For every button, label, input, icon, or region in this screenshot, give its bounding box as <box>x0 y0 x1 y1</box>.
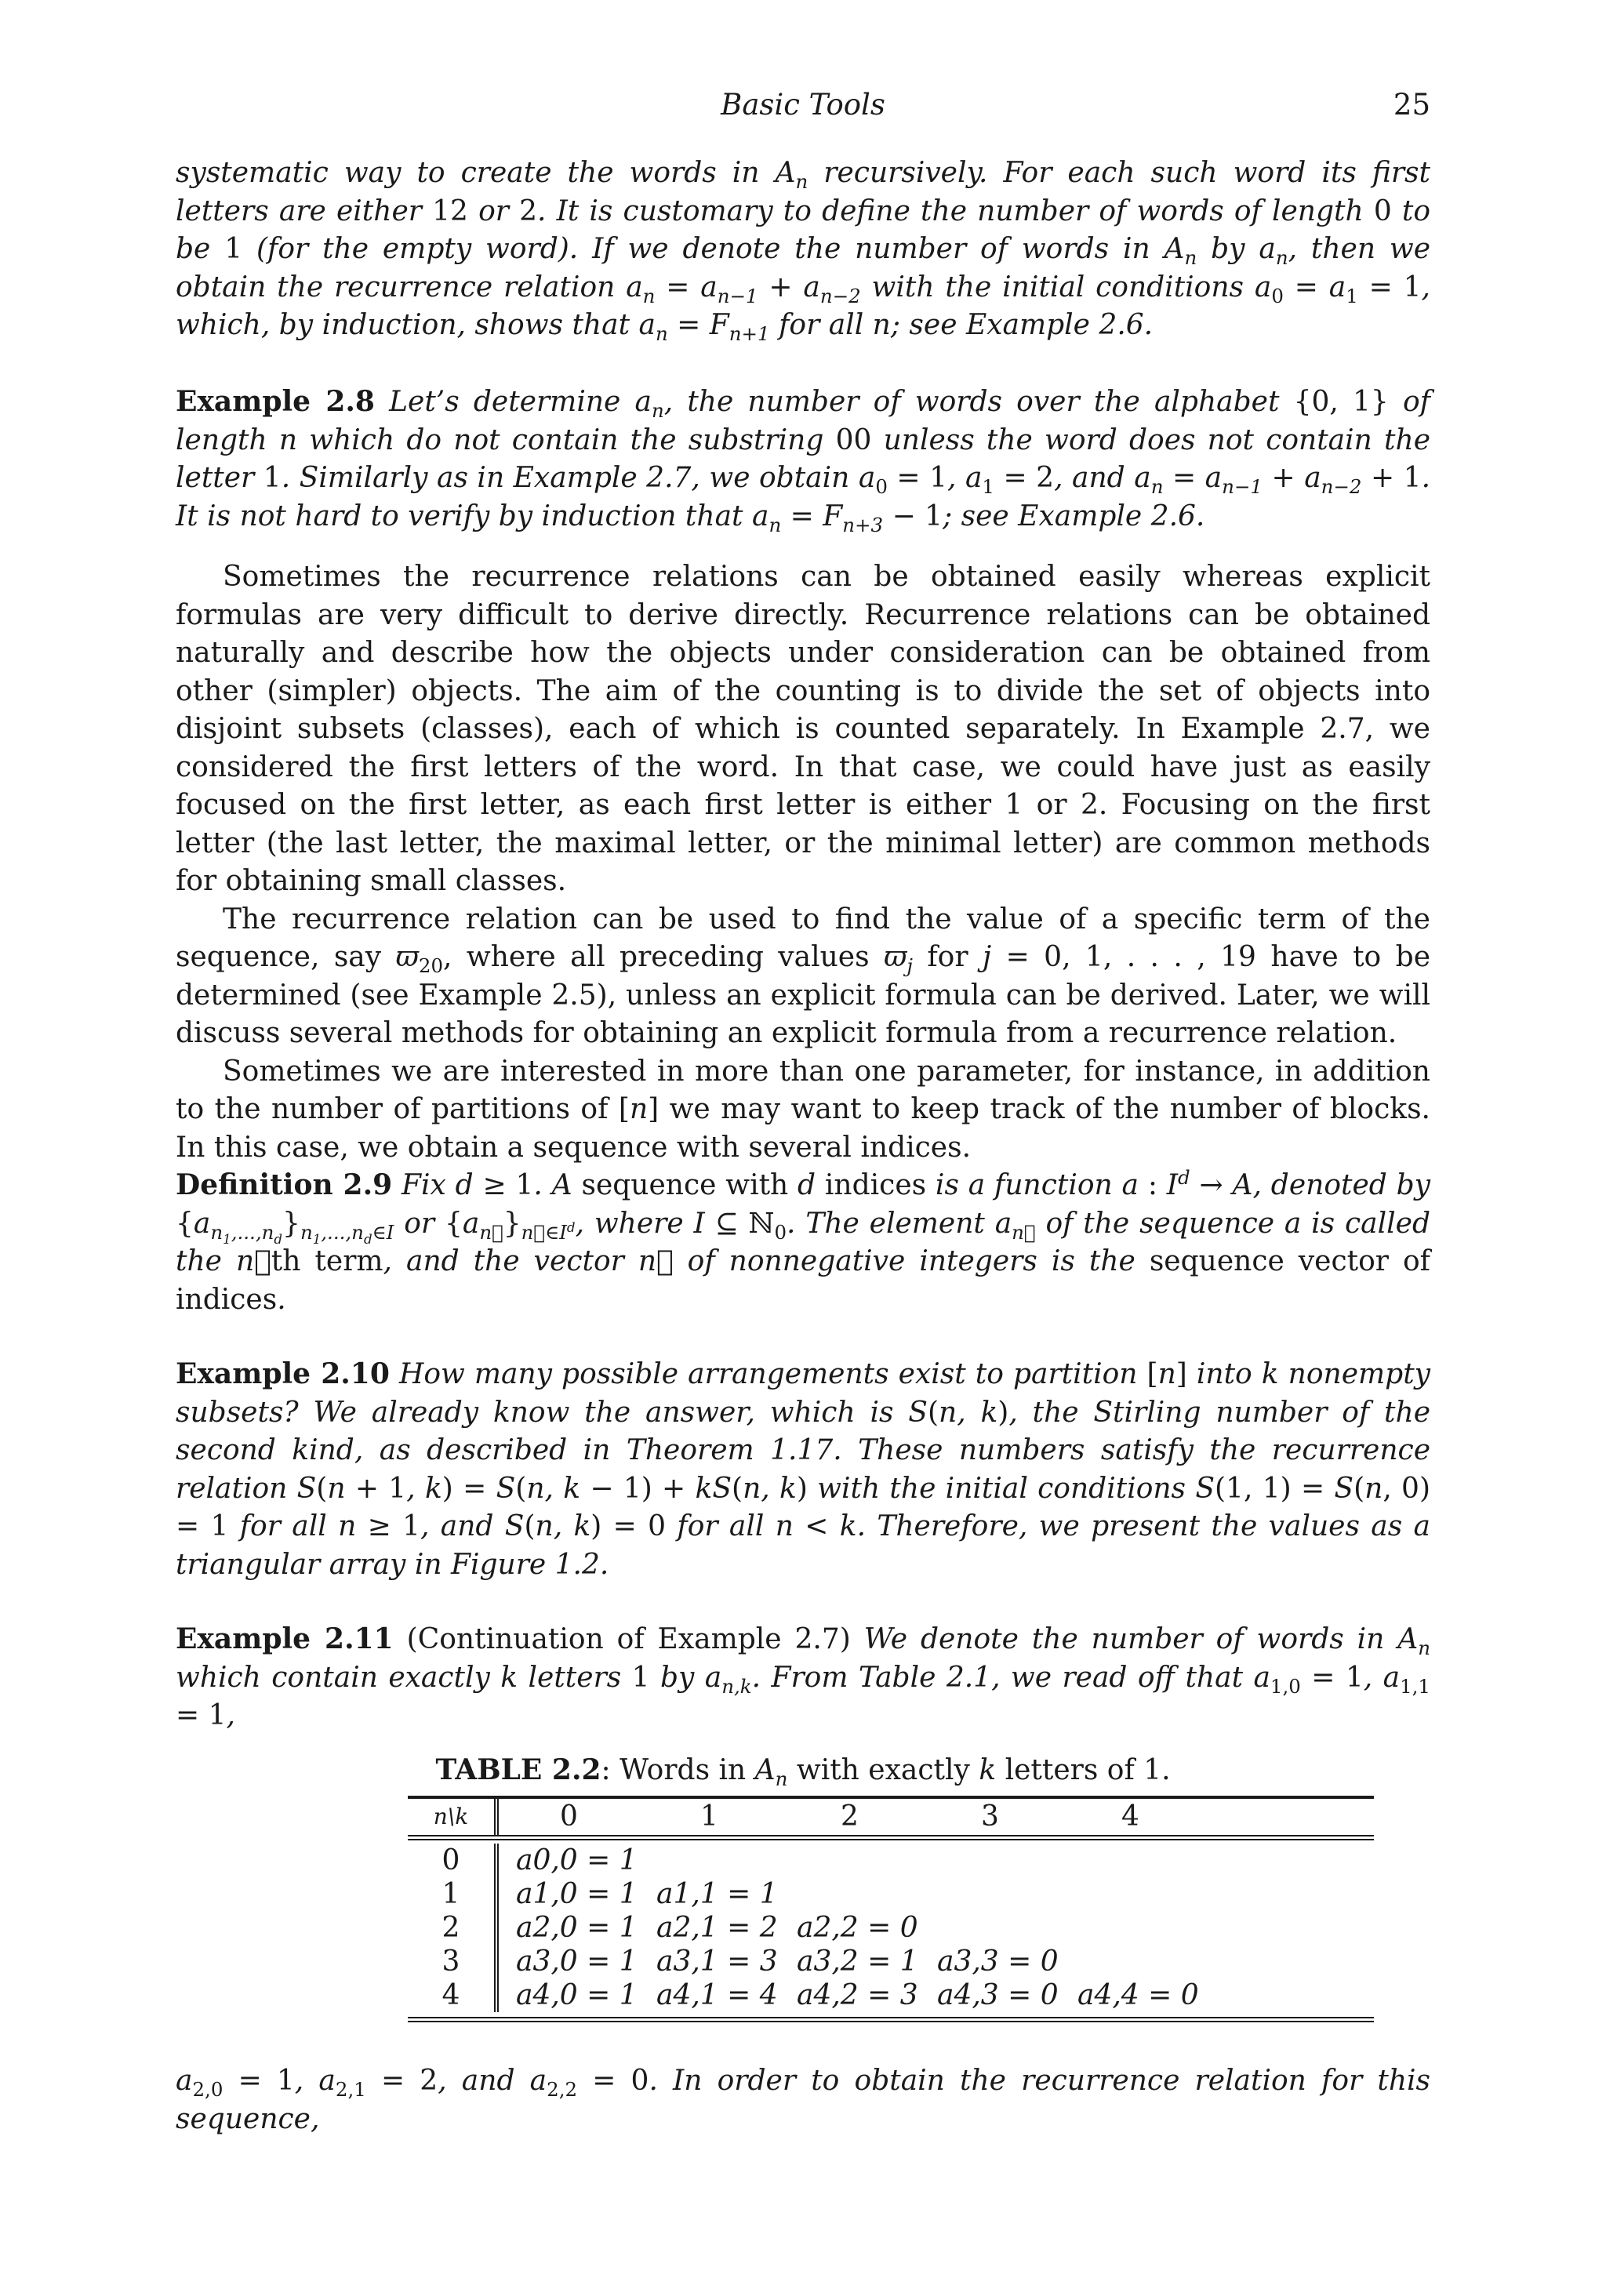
table-cell: a4,2 = 3 <box>797 1979 918 2011</box>
definition-2-9: Definition 2.9 Fix d ≥ 1. A sequence with d indices is a function a : $I^d \to A$, denoted by $\{a_{n_1,...,n_d}\}_{n_1,...,n_d\in I}$ or $\{a_{n⃗}\}_{n⃗\in I^d}$, where I ⊆ ℕ$_0$. The element $a_{n⃗}$ of the sequence a is called the n⃗th term, and the vector n⃗ of nonnegative integers is the sequence vector of indices. <box>176 1166 1431 1316</box>
table-caption: TABLE 2.2: Words in $A_n$ with exactly k letters of 1. <box>435 1753 1171 1791</box>
table-cell: a2,2 = 0 <box>797 1912 918 1944</box>
table-row <box>408 1877 1374 1911</box>
running-header <box>176 88 1430 127</box>
table-cell: a2,0 = 1 <box>516 1912 638 1944</box>
row-index: 1 <box>408 1877 499 1911</box>
column-header: 2 <box>841 1800 859 1833</box>
row-index: 2 <box>408 1911 499 1945</box>
table-cell: a4,3 = 0 <box>937 1979 1059 2011</box>
example-2-10: Example 2.10 How many possible arrangements exist to partition [n] into k nonempty subsets? We already know the answer, which is S(n, k), the Stirling number of the second kind, as described in Theorem 1.17. These numbers satisfy the recurrence relation S(n + 1, k) = S(n, k − 1) + kS(n, k) with the initial conditions S(1, 1) = S(n, 0) = 1 for all n ≥ 1, and S(n, k) = 0 for all n < k. Therefore, we present the values as a triangular array in Figure 1.2. <box>176 1357 1431 1581</box>
table-cell: a1,0 = 1 <box>516 1878 638 1910</box>
column-header: 0 <box>560 1800 578 1833</box>
column-header: 1 <box>700 1800 718 1833</box>
paragraph-continuation: systematic way to create the words in $A_n$ recursively. For each such word its first letters are either 12 or 2. It is customary to define the number of words of length 0 to be 1 (for the empty word). If we denote the number of words in $A_n$ by $a_n$, then we obtain the recurrence relation $a_n = a_{n-1} + a_{n-2}$ with the initial conditions $a_0 = a_1 = 1$, which, by induction, shows that $a_n = F_{n+1}$ for all n; see Example 2.6. <box>176 157 1431 346</box>
table-cell: a3,2 = 1 <box>797 1945 918 1978</box>
table-label: TABLE 2.2 <box>435 1753 601 1786</box>
table-cell: a3,1 = 3 <box>656 1945 778 1978</box>
table-cell: a4,1 = 4 <box>656 1979 778 2011</box>
table-cell: a3,0 = 1 <box>516 1945 638 1978</box>
running-title: Basic Tools <box>721 88 885 122</box>
row-index: 3 <box>408 1945 499 1978</box>
example-2-11: Example 2.11 (Continuation of Example 2.7) We denote the number of words in $A_n$ which contain exactly k letters 1 by $a_{n,k}$. From Table 2.1, we read off that $a_{1,0} = 1$, $a_{1,1} = 1$, <box>176 1622 1431 1731</box>
table-cell <box>920 1844 1060 1877</box>
table-cell <box>779 1844 920 1877</box>
table-header-row <box>408 1799 1374 1840</box>
table-cell: a3,3 = 0 <box>937 1945 1059 1978</box>
table-cell: a1,1 = 1 <box>656 1878 778 1910</box>
table-cell: a0,0 = 1 <box>516 1844 638 1876</box>
table-body <box>408 1840 1374 2017</box>
table-row <box>408 1911 1374 1945</box>
example-2-8: Example 2.8 Let’s determine $a_n$, the number of words over the alphabet {0, 1} of length n which do not contain the substring 00 unless the word does not contain the letter 1. Similarly as in Example 2.7, we obtain $a_0 = 1$, $a_1 = 2$, and $a_n = a_{n-1} + a_{n-2} + 1$. It is not hard to verify by induction that $a_n = F_{n+3} - 1$; see Example 2.6. <box>176 385 1431 536</box>
body-text: Sometimes the recurrence relations can be obtained easily whereas explicit formulas are very difficult to derive directly. Recurrence relations can be obtained naturally and describe how the objects under consideration can be obtained from other (simpler) objects. The aim of the counting is to divide the set of objects into disjoint subsets (classes), each of which is counted separately. In Example 2.7, we considered the first letters of the word. In that case, we could have just as easily focused on the first letter, as each first letter is either 1 or 2. Focusing on the first letter (the last letter, the maximal letter, or the minimal letter) are common methods for obtaining small classes. The recurrence relation can be used to find the value of a specific term of the sequence, say $ϖ_{20}$, where all preceding values $ϖ_j$ for j = 0, 1, . . . , 19 have to be determined (see Example 2.5), unless an explicit formula can be derived. Later, we will discuss several methods for obtaining an explicit formula from a recurrence relation. Sometimes we are interested in more than one parameter, for instance, in addition to the number of partitions of [n] we may want to keep track of the number of blocks. In this case, we obtain a sequence with several indices. <box>176 561 1430 1164</box>
table-cell: a4,0 = 1 <box>516 1979 638 2011</box>
table-cell: a4,4 = 0 <box>1077 1979 1199 2011</box>
page-number: 25 <box>1393 88 1430 122</box>
corner-header: n\k <box>408 1799 499 1835</box>
table-row <box>408 1844 1374 1877</box>
paragraph-after-table: $a_{2,0} = 1$, $a_{2,1} = 2$, and $a_{2,2} = 0$. In order to obtain the recurrence relation for this sequence, <box>176 2065 1431 2135</box>
table-row <box>408 1978 1374 2012</box>
table-cell <box>920 1877 1060 1911</box>
words-table <box>408 1796 1374 2022</box>
table-cell <box>920 1911 1060 1945</box>
table-row <box>408 1945 1374 1978</box>
table-cell <box>1060 1911 1201 1945</box>
table-cell <box>1060 1877 1201 1911</box>
table-cell <box>639 1844 779 1877</box>
column-header: 3 <box>981 1800 999 1833</box>
table-cell: a2,1 = 2 <box>656 1912 778 1944</box>
table-cell <box>779 1877 920 1911</box>
column-header: 4 <box>1121 1800 1139 1833</box>
row-index: 4 <box>408 1978 499 2012</box>
row-index: 0 <box>408 1844 499 1877</box>
table-cell <box>1060 1844 1201 1877</box>
table-cell <box>1060 1945 1201 1978</box>
